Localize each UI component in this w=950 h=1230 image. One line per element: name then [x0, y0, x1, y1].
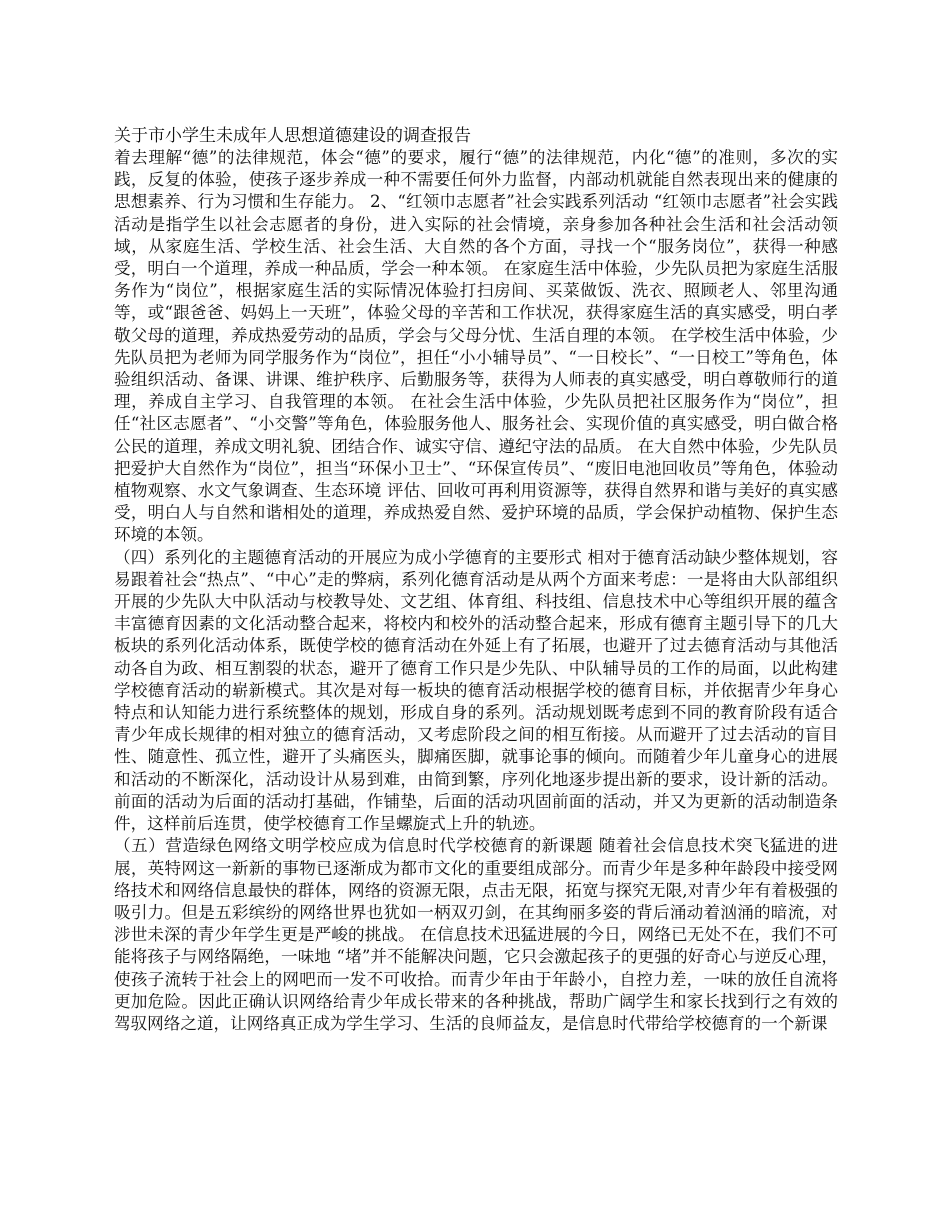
document-body: [114, 147, 838, 1035]
document-title: 关于市小学生未成年人思想道德建设的调查报告: [114, 126, 471, 146]
paragraph-practice-activities: 着去理解“德”的法律规范，体会“德”的要求，履行“德”的法律规范，内化“德”的准则，多次的实践，反复的体验，使孩子逐步养成一种不需要任何外力监督，内部动机就能自然表现出来的健康的思想素养、行为习惯和生存能力。 2、“红领巾志愿者”社会实践系列活动 “红领巾志愿者”社会实践活动是指学生以社会志愿者的身份，进入实际的社会情境，亲身参加各种社会生活和社会活动领域，从家庭生活、学校生活、社会生活、大自然的各个方面，寻找一个“服务岗位”，获得一种感受，明白一个道理，养成一种品质，学会一种本领。 在家庭生活中体验，少先队员把为家庭生活服务作为“岗位”，根据家庭生活的实际情况体验打扫房间、买菜做饭、洗衣、照顾老人、邻里沟通等，或“跟爸爸、妈妈上一天班”，体验父母的辛苦和工作状况，获得家庭生活的真实感受，明白孝敬父母的道理，养成热爱劳动的品质，学会与父母分忧、生活自理的本领。 在学校生活中体验，少先队员把为老师为同学服务作为“岗位”，担任“小小辅导员”、“一日校长”、“一日校工”等角色，体验组织活动、备课、讲课、维护秩序、后勤服务等，获得为人师表的真实感受，明白尊敬师行的道理，养成自主学习、自我管理的本领。 在社会生活中体验，少先队员把社区服务作为“岗位”，担任“社区志愿者”、“小交警”等角色，体验服务他人、服务社会、实现价值的真实感受，明白做合格公民的道理，养成文明礼貌、团结合作、诚实守信、遵纪守法的品质。 在大自然中体验，少先队员把爱护大自然作为“岗位”，担当“环保小卫士”、“环保宣传员”、“废旧电池回收员”等角色，体验动植物观察、水文气象调查、生态环境 评估、回收可再利用资源等，获得自然界和谐与美好的真实感受，明白人与自然和谐相处的道理，养成热爱自然、爱护环境的品质，学会保护动植物、保护生态环境的本领。: [114, 148, 838, 545]
paragraph-section-five: （五）营造绿色网络文明学校应成为信息时代学校德育的新课题 随着社会信息技术突飞猛进的进展，英特网这一新新的事物已逐渐成为都市文化的重要组成部分。而青少年是多种年龄段中接受网络技术和网络信息最快的群体，网络的资源无限，点击无限，拓宽与探究无限,对青少年有着极强的吸引力。但是五彩缤纷的网络世界也犹如一柄双刃剑，在其绚丽多姿的背后涌动着汹涌的暗流，对涉世未深的青少年学生更是严峻的挑战。 在信息技术迅猛进展的今日，网络已无处不在，我们不可能将孩子与网络隔绝，一味地 “堵”并不能解决问题，它只会激起孩子的更强的好奇心与逆反心理，使孩子流转于社会上的网吧而一发不可收拾。而青少年由于年龄小，自控力差，一味的放任自流将更加危险。因此正确认识网络给青少年成长带来的各种挑战，帮助广阔学生和家长找到行之有效的驾驭网络之道，让网络真正成为学生学习、生活的良师益友，是信息时代带给学校德育的一个新课: [114, 836, 838, 1033]
paragraph-section-four: （四）系列化的主题德育活动的开展应为成小学德育的主要形式 相对于德育活动缺少整体规划，容易跟着社会“热点”、“中心”走的弊病，系列化德育活动是从两个方面来考虑：一是将由大队部组织开展的少先队大中队活动与校教导处、文艺组、体育组、科技组、信息技术中心等组织开展的蕴含丰富德育因素的文化活动整合起来，将校内和校外的活动整合起来，形成有德育主题引导下的几大板块的系列化活动体系，既使学校的德育活动在外延上有了拓展，也避开了过去德育活动与其他活动各自为政、相互割裂的状态，避开了德育工作只是少先队、中队辅导员的工作的局面，以此构建学校德育活动的崭新模式。其次是对每一板块的德育活动根据学校的德育目标，并依据青少年身心特点和认知能力进行系统整体的规划，形成自身的系列。活动规划既考虑到不同的教育阶段有适合青少年成长规律的相对独立的德育活动，又考虑阶段之间的相互衔接。从而避开了过去活动的盲目性、随意性、孤立性，避开了头痛医头，脚痛医脚，就事论事的倾向。而随着少年儿童身心的进展和活动的不断深化，活动设计从易到难，由简到繁，序列化地逐步提出新的要求，设计新的活动。前面的活动为后面的活动打基础，作铺垫，后面的活动巩固前面的活动，并又为更新的活动制造条件，这样前后连贯，使学校德育工作呈螺旋式上升的轨迹。: [114, 547, 838, 834]
